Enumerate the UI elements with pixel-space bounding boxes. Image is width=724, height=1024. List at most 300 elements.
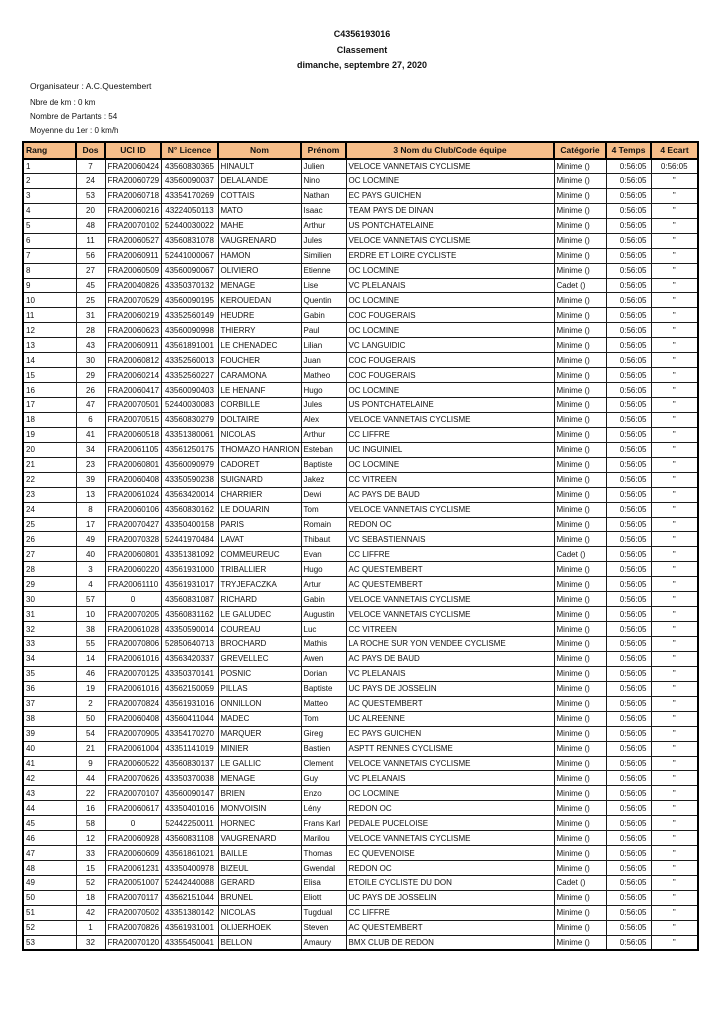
cell-ecart: "	[651, 427, 698, 442]
cell-uci-id: 0	[105, 592, 161, 607]
cell-ecart: "	[651, 562, 698, 577]
cell-dos: 21	[76, 741, 105, 756]
cell-prenom: Steven	[301, 920, 346, 935]
cell-temps: 0:56:05	[606, 159, 651, 174]
cell-prenom: Similien	[301, 248, 346, 263]
cell-categorie: Minime ()	[554, 741, 606, 756]
cell-club: AC QUESTEMBERT	[346, 920, 554, 935]
cell-rang: 31	[23, 607, 76, 622]
cell-prenom: Amaury	[301, 935, 346, 950]
table-row	[23, 502, 698, 517]
cell-club: VELOCE VANNETAIS CYCLISME	[346, 412, 554, 427]
cell-uci-id: FRA20061028	[105, 622, 161, 637]
cell-categorie: Minime ()	[554, 502, 606, 517]
cell-rang: 19	[23, 427, 76, 442]
cell-prenom: Tugdual	[301, 905, 346, 920]
cell-categorie: Minime ()	[554, 920, 606, 935]
cell-categorie: Minime ()	[554, 517, 606, 532]
cell-rang: 8	[23, 263, 76, 278]
cell-temps: 0:56:05	[606, 681, 651, 696]
cell-club: EC PAYS GUICHEN	[346, 188, 554, 203]
cell-rang: 16	[23, 383, 76, 398]
cell-uci-id: FRA20060729	[105, 173, 161, 188]
cell-ecart: "	[651, 920, 698, 935]
table-row	[23, 801, 698, 816]
cell-dos: 17	[76, 517, 105, 532]
cell-licence: 43561861021	[161, 846, 218, 861]
cell-ecart: "	[651, 607, 698, 622]
cell-dos: 28	[76, 323, 105, 338]
cell-dos: 14	[76, 651, 105, 666]
cell-rang: 28	[23, 562, 76, 577]
cell-prenom: Paul	[301, 323, 346, 338]
cell-nom: BROCHARD	[218, 637, 301, 652]
cell-licence: 52440030022	[161, 218, 218, 233]
cell-ecart: "	[651, 412, 698, 427]
cell-club: CC LIFFRE	[346, 905, 554, 920]
cell-dos: 49	[76, 532, 105, 547]
cell-temps: 0:56:05	[606, 666, 651, 681]
cell-uci-id: FRA20070501	[105, 398, 161, 413]
cell-ecart: "	[651, 293, 698, 308]
cell-temps: 0:56:05	[606, 323, 651, 338]
column-header-prenom: Prénom	[301, 142, 346, 159]
cell-rang: 4	[23, 203, 76, 218]
cell-nom: LE HENANF	[218, 383, 301, 398]
cell-dos: 46	[76, 666, 105, 681]
table-row	[23, 353, 698, 368]
cell-categorie: Minime ()	[554, 861, 606, 876]
table-row	[23, 547, 698, 562]
cell-ecart: "	[651, 547, 698, 562]
cell-ecart: "	[651, 502, 698, 517]
column-header-categorie: Catégorie	[554, 142, 606, 159]
cell-ecart: "	[651, 756, 698, 771]
cell-nom: TRYJEFACZKA	[218, 577, 301, 592]
cell-nom: NICOLAS	[218, 905, 301, 920]
cell-temps: 0:56:05	[606, 771, 651, 786]
cell-uci-id: FRA20060518	[105, 427, 161, 442]
cell-rang: 35	[23, 666, 76, 681]
cell-nom: BELLON	[218, 935, 301, 950]
cell-prenom: Gireg	[301, 726, 346, 741]
table-row	[23, 368, 698, 383]
cell-club: OC LOCMINE	[346, 293, 554, 308]
table-row	[23, 517, 698, 532]
cell-uci-id: FRA20061110	[105, 577, 161, 592]
cell-prenom: Frans Karl	[301, 816, 346, 831]
cell-nom: KEROUEDAN	[218, 293, 301, 308]
cell-club: EC PAYS GUICHEN	[346, 726, 554, 741]
cell-prenom: Etienne	[301, 263, 346, 278]
cell-ecart: "	[651, 726, 698, 741]
cell-nom: HEUDRE	[218, 308, 301, 323]
cell-categorie: Minime ()	[554, 756, 606, 771]
cell-uci-id: FRA20060509	[105, 263, 161, 278]
cell-prenom: Enzo	[301, 786, 346, 801]
cell-ecart: "	[651, 173, 698, 188]
cell-rang: 9	[23, 278, 76, 293]
cell-rang: 41	[23, 756, 76, 771]
cell-rang: 1	[23, 159, 76, 174]
cell-dos: 41	[76, 427, 105, 442]
cell-nom: COUREAU	[218, 622, 301, 637]
table-row	[23, 861, 698, 876]
cell-dos: 1	[76, 920, 105, 935]
cell-licence: 43350370141	[161, 666, 218, 681]
cell-temps: 0:56:05	[606, 607, 651, 622]
doc-date: dimanche, septembre 27, 2020	[296, 60, 428, 70]
cell-uci-id: FRA20060718	[105, 188, 161, 203]
cell-rang: 21	[23, 457, 76, 472]
cell-ecart: "	[651, 846, 698, 861]
cell-rang: 40	[23, 741, 76, 756]
cell-prenom: Julien	[301, 159, 346, 174]
cell-uci-id: FRA20061016	[105, 681, 161, 696]
cell-ecart: "	[651, 890, 698, 905]
cell-ecart: "	[651, 696, 698, 711]
cell-nom: MONVOISIN	[218, 801, 301, 816]
cell-nom: THIERRY	[218, 323, 301, 338]
cell-prenom: Lise	[301, 278, 346, 293]
cell-dos: 9	[76, 756, 105, 771]
cell-uci-id: FRA20070905	[105, 726, 161, 741]
cell-licence: 43350370038	[161, 771, 218, 786]
cell-prenom: Clement	[301, 756, 346, 771]
cell-dos: 50	[76, 711, 105, 726]
cell-uci-id: FRA20070117	[105, 890, 161, 905]
cell-rang: 27	[23, 547, 76, 562]
cell-temps: 0:56:05	[606, 188, 651, 203]
cell-licence: 43561891001	[161, 338, 218, 353]
cell-temps: 0:56:05	[606, 173, 651, 188]
cell-licence: 43561931017	[161, 577, 218, 592]
cell-dos: 43	[76, 338, 105, 353]
table-row	[23, 577, 698, 592]
cell-licence: 43560830162	[161, 502, 218, 517]
cell-prenom: Juan	[301, 353, 346, 368]
cell-dos: 48	[76, 218, 105, 233]
table-row	[23, 920, 698, 935]
cell-licence: 52850640713	[161, 637, 218, 652]
cell-club: VELOCE VANNETAIS CYCLISME	[346, 831, 554, 846]
cell-rang: 17	[23, 398, 76, 413]
cell-licence: 43351381092	[161, 547, 218, 562]
cell-dos: 47	[76, 398, 105, 413]
cell-rang: 37	[23, 696, 76, 711]
cell-uci-id: FRA20070205	[105, 607, 161, 622]
cell-dos: 56	[76, 248, 105, 263]
cell-categorie: Minime ()	[554, 935, 606, 950]
cell-categorie: Minime ()	[554, 487, 606, 502]
table-row	[23, 592, 698, 607]
cell-licence: 52442440088	[161, 876, 218, 891]
cell-rang: 11	[23, 308, 76, 323]
cell-categorie: Minime ()	[554, 592, 606, 607]
cell-nom: ONNILLON	[218, 696, 301, 711]
cell-nom: MENAGE	[218, 278, 301, 293]
cell-categorie: Minime ()	[554, 846, 606, 861]
cell-nom: MARQUER	[218, 726, 301, 741]
cell-licence: 52441000067	[161, 248, 218, 263]
cell-temps: 0:56:05	[606, 412, 651, 427]
cell-prenom: Jules	[301, 233, 346, 248]
cell-temps: 0:56:05	[606, 308, 651, 323]
cell-licence: 43562151044	[161, 890, 218, 905]
cell-categorie: Minime ()	[554, 353, 606, 368]
cell-ecart: "	[651, 532, 698, 547]
cell-licence: 43561931016	[161, 696, 218, 711]
cell-temps: 0:56:05	[606, 203, 651, 218]
cell-ecart: "	[651, 383, 698, 398]
cell-uci-id: FRA20060408	[105, 472, 161, 487]
cell-uci-id: FRA20060928	[105, 831, 161, 846]
cell-nom: OLIJERHOEK	[218, 920, 301, 935]
cell-licence: 43560830365	[161, 159, 218, 174]
cell-club: CC VITREEN	[346, 622, 554, 637]
cell-temps: 0:56:05	[606, 472, 651, 487]
cell-ecart: "	[651, 771, 698, 786]
cell-dos: 27	[76, 263, 105, 278]
cell-temps: 0:56:05	[606, 637, 651, 652]
table-row	[23, 442, 698, 457]
cell-club: VELOCE VANNETAIS CYCLISME	[346, 159, 554, 174]
cell-nom: CADORET	[218, 457, 301, 472]
cell-categorie: Minime ()	[554, 472, 606, 487]
cell-dos: 57	[76, 592, 105, 607]
cell-uci-id: FRA20070328	[105, 532, 161, 547]
cell-dos: 38	[76, 622, 105, 637]
cell-licence: 43350590014	[161, 622, 218, 637]
cell-categorie: Cadet ()	[554, 876, 606, 891]
cell-club: LA ROCHE SUR YON VENDEE CYCLISME	[346, 637, 554, 652]
cell-uci-id: FRA20060801	[105, 457, 161, 472]
cell-ecart: "	[651, 218, 698, 233]
organizer-line: Organisateur : A.C.Questembert	[30, 80, 152, 91]
table-head	[23, 142, 698, 159]
table-row	[23, 711, 698, 726]
table-row	[23, 323, 698, 338]
cell-uci-id: FRA20060219	[105, 308, 161, 323]
cell-uci-id: FRA20060911	[105, 248, 161, 263]
cell-club: AC QUESTEMBERT	[346, 696, 554, 711]
cell-categorie: Minime ()	[554, 681, 606, 696]
cell-club: CC LIFFRE	[346, 427, 554, 442]
cell-temps: 0:56:05	[606, 532, 651, 547]
cell-ecart: "	[651, 353, 698, 368]
table-row	[23, 532, 698, 547]
cell-uci-id: FRA20070824	[105, 696, 161, 711]
cell-rang: 45	[23, 816, 76, 831]
cell-uci-id: FRA20060106	[105, 502, 161, 517]
column-header-nom: Nom	[218, 142, 301, 159]
cell-temps: 0:56:05	[606, 890, 651, 905]
cell-club: US PONTCHATELAINE	[346, 398, 554, 413]
cell-rang: 32	[23, 622, 76, 637]
cell-categorie: Minime ()	[554, 651, 606, 666]
column-header-rang: Rang	[23, 142, 76, 159]
cell-prenom: Thibaut	[301, 532, 346, 547]
cell-licence: 43560090147	[161, 786, 218, 801]
cell-prenom: Awen	[301, 651, 346, 666]
cell-dos: 42	[76, 905, 105, 920]
cell-ecart: "	[651, 861, 698, 876]
cell-club: VELOCE VANNETAIS CYCLISME	[346, 756, 554, 771]
cell-ecart: "	[651, 711, 698, 726]
cell-dos: 44	[76, 771, 105, 786]
cell-dos: 22	[76, 786, 105, 801]
cell-nom: FOUCHER	[218, 353, 301, 368]
cell-uci-id: FRA20040826	[105, 278, 161, 293]
cell-uci-id: FRA20061016	[105, 651, 161, 666]
cell-ecart: "	[651, 263, 698, 278]
cell-prenom: Gabin	[301, 308, 346, 323]
cell-ecart: "	[651, 323, 698, 338]
cell-club: AC PAYS DE BAUD	[346, 651, 554, 666]
column-header-club: 3 Nom du Club/Code équipe	[346, 142, 554, 159]
cell-dos: 45	[76, 278, 105, 293]
cell-rang: 2	[23, 173, 76, 188]
cell-categorie: Minime ()	[554, 637, 606, 652]
cell-rang: 49	[23, 876, 76, 891]
cell-dos: 54	[76, 726, 105, 741]
cell-licence: 43560090998	[161, 323, 218, 338]
table-row	[23, 188, 698, 203]
cell-categorie: Minime ()	[554, 427, 606, 442]
cell-temps: 0:56:05	[606, 920, 651, 935]
cell-uci-id: FRA20051007	[105, 876, 161, 891]
cell-dos: 2	[76, 696, 105, 711]
cell-categorie: Minime ()	[554, 203, 606, 218]
cell-nom: LE GALLIC	[218, 756, 301, 771]
table-row	[23, 293, 698, 308]
cell-club: VC PLELANAIS	[346, 666, 554, 681]
doc-number: C4356193016	[333, 29, 391, 39]
cell-temps: 0:56:05	[606, 338, 651, 353]
cell-prenom: Guy	[301, 771, 346, 786]
cell-dos: 12	[76, 831, 105, 846]
cell-club: UC PAYS DE JOSSELIN	[346, 681, 554, 696]
cell-rang: 36	[23, 681, 76, 696]
table-row	[23, 666, 698, 681]
cell-nom: CORBILLE	[218, 398, 301, 413]
cell-nom: VAUGRENARD	[218, 233, 301, 248]
cell-categorie: Minime ()	[554, 607, 606, 622]
cell-ecart: "	[651, 398, 698, 413]
cell-categorie: Minime ()	[554, 412, 606, 427]
cell-categorie: Minime ()	[554, 368, 606, 383]
table-row	[23, 203, 698, 218]
cell-categorie: Minime ()	[554, 457, 606, 472]
column-header-licence: N° Licence	[161, 142, 218, 159]
cell-prenom: Alex	[301, 412, 346, 427]
table-row	[23, 816, 698, 831]
cell-prenom: Matteo	[301, 696, 346, 711]
cell-uci-id: FRA20060617	[105, 801, 161, 816]
cell-club: VELOCE VANNETAIS CYCLISME	[346, 592, 554, 607]
cell-uci-id: FRA20070529	[105, 293, 161, 308]
cell-uci-id: FRA20070626	[105, 771, 161, 786]
cell-dos: 20	[76, 203, 105, 218]
cell-licence: 43352560013	[161, 353, 218, 368]
cell-dos: 8	[76, 502, 105, 517]
cell-licence: 43351141019	[161, 741, 218, 756]
cell-temps: 0:56:05	[606, 278, 651, 293]
cell-categorie: Minime ()	[554, 905, 606, 920]
cell-ecart: "	[651, 308, 698, 323]
cell-prenom: Elisa	[301, 876, 346, 891]
cell-nom: GERARD	[218, 876, 301, 891]
table-row	[23, 756, 698, 771]
cell-temps: 0:56:05	[606, 263, 651, 278]
cell-licence: 52442250011	[161, 816, 218, 831]
cell-prenom: Matheo	[301, 368, 346, 383]
cell-nom: PARIS	[218, 517, 301, 532]
table-row	[23, 278, 698, 293]
cell-prenom: Lilian	[301, 338, 346, 353]
table-row	[23, 263, 698, 278]
cell-licence: 43352560227	[161, 368, 218, 383]
cell-licence: 43352560149	[161, 308, 218, 323]
cell-nom: BRIEN	[218, 786, 301, 801]
cell-uci-id: FRA20061231	[105, 861, 161, 876]
cell-licence: 43560411044	[161, 711, 218, 726]
cell-uci-id: 0	[105, 816, 161, 831]
cell-temps: 0:56:05	[606, 547, 651, 562]
cell-ecart: "	[651, 577, 698, 592]
cell-rang: 23	[23, 487, 76, 502]
table-row	[23, 233, 698, 248]
cell-licence: 43560090067	[161, 263, 218, 278]
cell-temps: 0:56:05	[606, 846, 651, 861]
cell-prenom: Hugo	[301, 383, 346, 398]
cell-club: AC QUESTEMBERT	[346, 577, 554, 592]
cell-dos: 40	[76, 547, 105, 562]
cell-nom: LE GALUDEC	[218, 607, 301, 622]
table-row	[23, 651, 698, 666]
cell-categorie: Minime ()	[554, 696, 606, 711]
cell-categorie: Minime ()	[554, 398, 606, 413]
cell-dos: 7	[76, 159, 105, 174]
cell-uci-id: FRA20060522	[105, 756, 161, 771]
cell-nom: PILLAS	[218, 681, 301, 696]
cell-dos: 39	[76, 472, 105, 487]
cell-licence: 43355450041	[161, 935, 218, 950]
cell-club: AC PAYS DE BAUD	[346, 487, 554, 502]
cell-prenom: Marilou	[301, 831, 346, 846]
cell-club: COC FOUGERAIS	[346, 353, 554, 368]
cell-ecart: "	[651, 681, 698, 696]
cell-prenom: Tom	[301, 711, 346, 726]
table-body	[23, 159, 698, 951]
cell-licence: 43224050113	[161, 203, 218, 218]
cell-club: COC FOUGERAIS	[346, 368, 554, 383]
cell-rang: 42	[23, 771, 76, 786]
document-header	[0, 0, 724, 138]
table-row	[23, 741, 698, 756]
cell-categorie: Minime ()	[554, 711, 606, 726]
cell-licence: 43560831087	[161, 592, 218, 607]
cell-temps: 0:56:05	[606, 861, 651, 876]
cell-categorie: Cadet ()	[554, 278, 606, 293]
cell-ecart: "	[651, 368, 698, 383]
cell-nom: CHARRIER	[218, 487, 301, 502]
cell-licence: 43560831108	[161, 831, 218, 846]
cell-rang: 47	[23, 846, 76, 861]
cell-prenom: Baptiste	[301, 681, 346, 696]
cell-club: TEAM PAYS DE DINAN	[346, 203, 554, 218]
cell-rang: 43	[23, 786, 76, 801]
